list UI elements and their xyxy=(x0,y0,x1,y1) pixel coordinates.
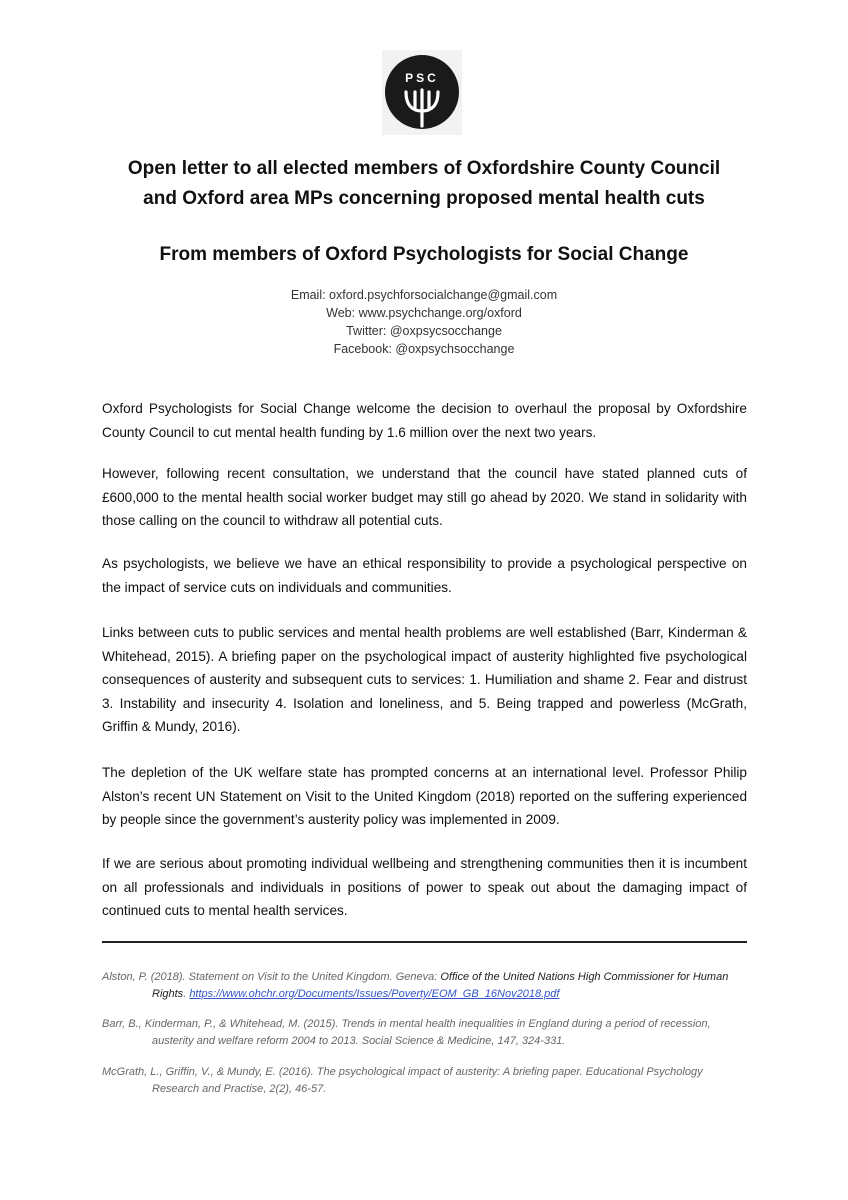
psc-logo-graphic xyxy=(382,50,462,135)
reference-alston-publisher: Office of the United Nations High Commissioner for Human Rights xyxy=(152,971,729,1000)
paragraph-5: The depletion of the UK welfare state has prompted concerns at an international level. Professor Philip Alston’s recent UN Statement on Visit to the United Kingdom (2018) reported on the suffering experienced by people since the government’s austerity policy was implemented in 2009. xyxy=(102,765,747,827)
contact-twitter: Twitter: @oxpsycsocchange xyxy=(346,324,502,338)
reference-alston xyxy=(102,969,747,1003)
footnote-divider xyxy=(102,941,747,943)
contact-facebook: Facebook: @oxpsychsocchange xyxy=(333,342,515,356)
contact-email: Email: oxford.psychforsocialchange@gmail.com xyxy=(290,288,558,302)
contact-block xyxy=(0,286,848,358)
psc-logo xyxy=(382,50,462,135)
reference-alston-text: Alston, P. (2018). Statement on Visit to the United Kingdom. Geneva: xyxy=(102,971,441,983)
contact-web: Web: www.psychchange.org/oxford xyxy=(326,306,522,320)
paragraph-3: As psychologists, we believe we have an ethical responsibility to provide a psychological perspective on the impact of service cuts on individuals and communities. xyxy=(102,556,747,595)
paragraph-6: If we are serious about promoting individual wellbeing and strengthening communities then it is incumbent on all professionals and individuals in positions of power to speak out about the damaging impact of continued cuts to mental health services. xyxy=(102,856,747,918)
letter-title xyxy=(60,154,788,214)
title-line-1: Open letter to all elected members of Oxfordshire County Council xyxy=(127,158,721,179)
logo-text: PSC xyxy=(405,71,439,85)
letter-subtitle: From members of Oxford Psychologists for Social Change xyxy=(159,244,689,265)
reference-mcgrath: McGrath, L., Griffin, V., & Mundy, E. (2016). The psychological impact of austerity: A briefing paper. Educational Psychology Research and Practise, 2(2), 46-57. xyxy=(102,1066,703,1095)
paragraph-1: Oxford Psychologists for Social Change welcome the decision to overhaul the proposal by Oxfordshire County Council to cut mental health funding by 1.6 million over the next two years. xyxy=(102,401,747,440)
paragraph-4: Links between cuts to public services and mental health problems are well established (Barr, Kinderman & Whitehead, 2015). A briefing paper on the psychological impact of austerity highlighted five psychological consequences of austerity and subsequent cuts to services: 1. Humiliation and shame 2. Fear and distrust 3. Instability and insecurity 4. Isolation and loneliness, and 5. Being trapped and powerless (McGrath, Griffin & Mundy, 2016). xyxy=(102,625,747,734)
reference-alston-link[interactable]: https://www.ohchr.org/Documents/Issues/Poverty/EOM_GB_16Nov2018.pdf xyxy=(189,988,560,1000)
reference-alston-separator: . xyxy=(183,988,190,1000)
title-line-2: and Oxford area MPs concerning proposed mental health cuts xyxy=(143,188,705,209)
paragraph-2: However, following recent consultation, we understand that the council have stated planned cuts of £600,000 to the mental health social worker budget may still go ahead by 2020. We stand in solidarity with those calling on the council to withdraw all potential cuts. xyxy=(102,466,747,528)
reference-barr: Barr, B., Kinderman, P., & Whitehead, M. (2015). Trends in mental health inequalities in England during a period of recession, austerity and welfare reform 2004 to 2013. Social Science & Medicine, 147, 324-331. xyxy=(102,1018,711,1047)
